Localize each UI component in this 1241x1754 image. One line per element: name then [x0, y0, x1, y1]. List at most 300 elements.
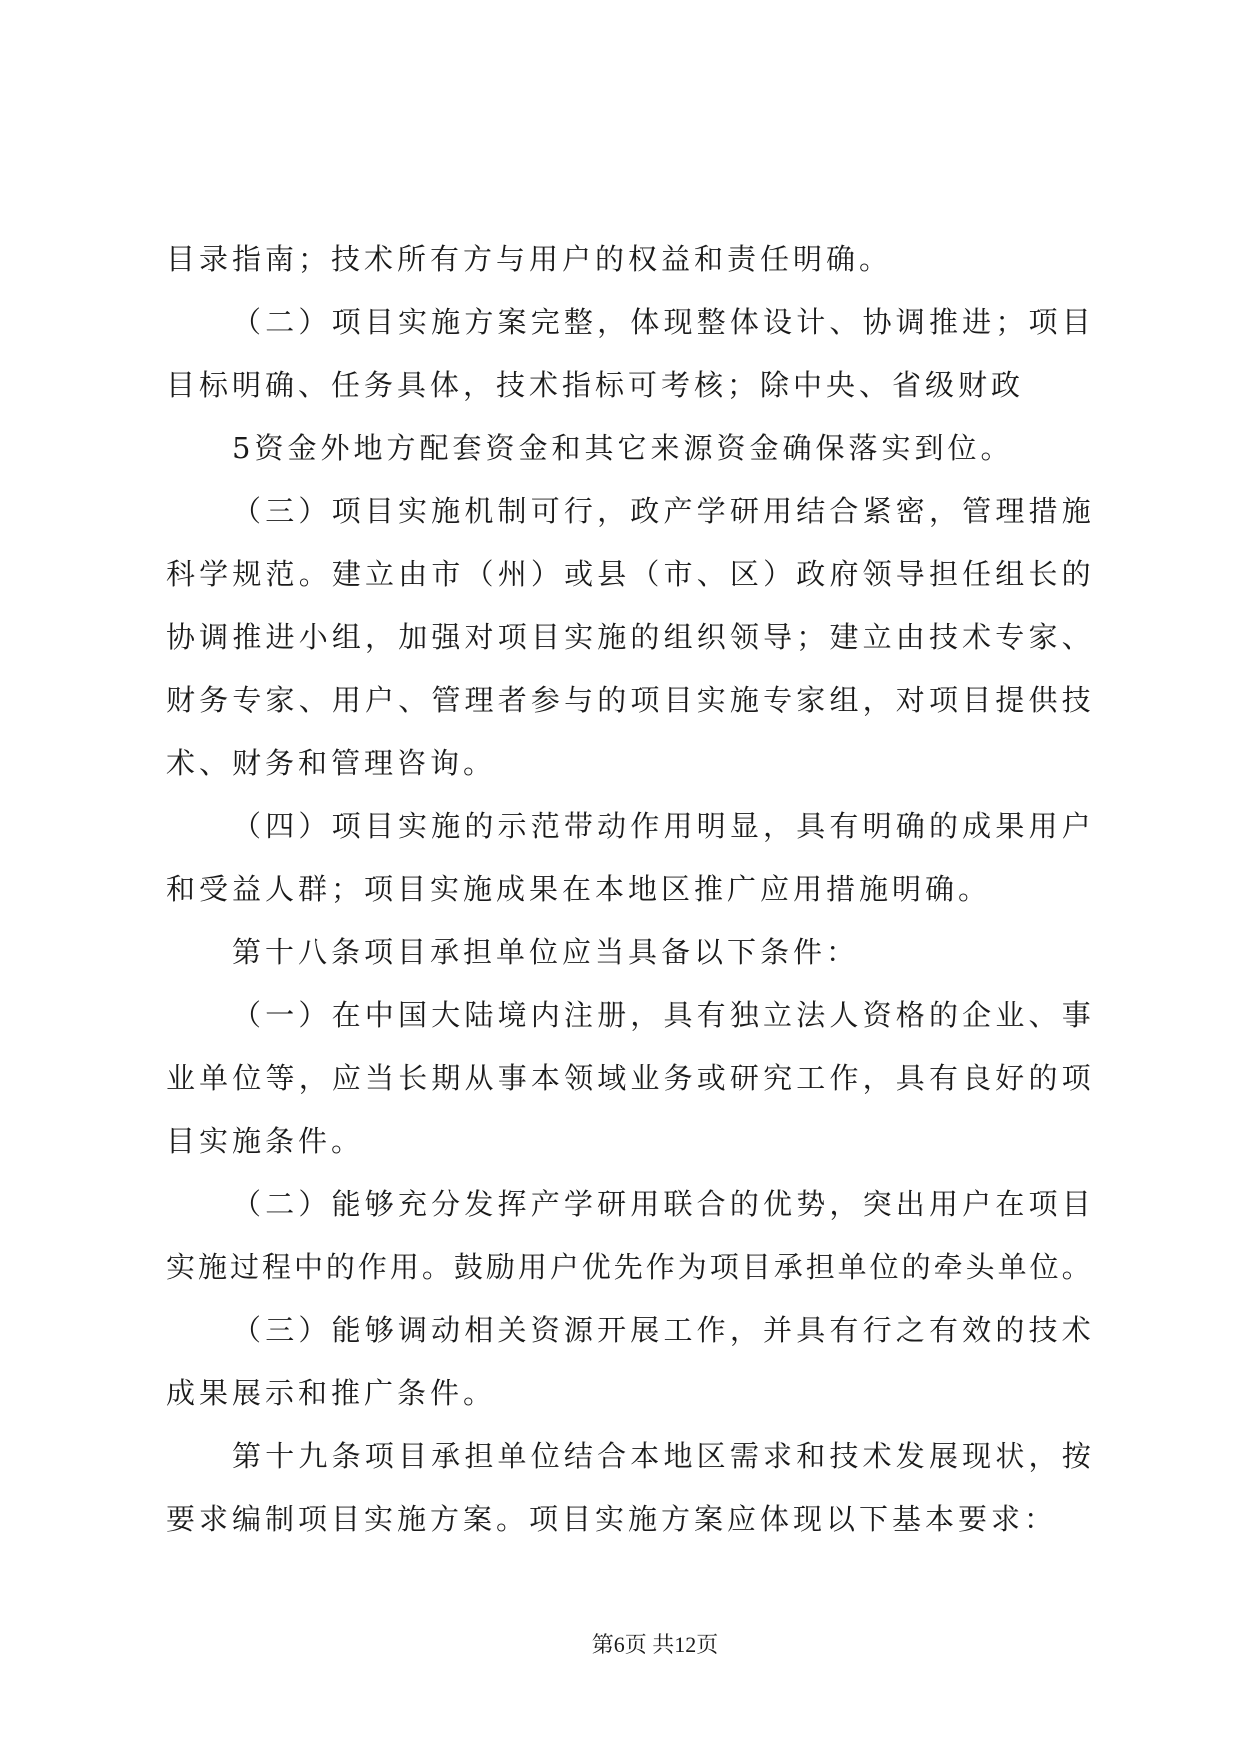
text-char: 体	[630, 305, 660, 339]
text-char: 小	[298, 620, 328, 654]
text-char: 参	[530, 683, 560, 717]
text-line: 术、财务和管理咨询。	[166, 746, 497, 780]
text-char: 用	[517, 1250, 547, 1284]
text-char: 协	[862, 305, 892, 339]
text-char: 组	[829, 683, 859, 717]
text-char: 目	[364, 809, 394, 843]
text-char: 项	[1028, 305, 1058, 339]
text-char: 作	[645, 1250, 675, 1284]
text-char: 由	[398, 557, 428, 591]
text-char: 长	[398, 1061, 428, 1095]
text-char: 施	[431, 305, 461, 339]
text-char: 施	[197, 1250, 227, 1284]
text-char: 进	[265, 620, 295, 654]
text-char: 、	[398, 683, 428, 717]
text-char: 中	[293, 1250, 323, 1284]
text-char: 项	[331, 305, 361, 339]
text-char: 当	[365, 1061, 395, 1095]
text-char: 合	[597, 1439, 627, 1473]
text-char: 业	[995, 998, 1025, 1032]
text-char: 合	[829, 494, 859, 528]
text-char: 明	[696, 809, 726, 843]
text-char: 企	[962, 998, 992, 1032]
text-char: 单	[837, 1250, 867, 1284]
text-char: 的	[928, 809, 958, 843]
text-char: 第	[232, 1439, 262, 1473]
text-char: 二	[265, 1187, 295, 1221]
text-char: 项	[497, 620, 527, 654]
text-char: 结	[796, 494, 826, 528]
text-char: 二	[265, 305, 295, 339]
text-char: 的	[630, 620, 660, 654]
text-char: ，	[763, 809, 793, 843]
text-char: 政	[630, 494, 660, 528]
text-char: 范	[265, 557, 295, 591]
paragraph	[166, 480, 1091, 795]
text-char: 资	[862, 998, 892, 1032]
text-char: 规	[232, 557, 262, 591]
text-line	[166, 795, 1091, 858]
text-char: 州	[497, 557, 527, 591]
text-line: 5资金外地方配套资金和其它来源资金确保落实到位。	[232, 431, 1014, 465]
text-char: 目	[962, 683, 992, 717]
text-char: 可	[530, 494, 560, 528]
text-char: 立	[365, 557, 395, 591]
text-char: 对	[464, 620, 494, 654]
text-char: 行	[563, 494, 593, 528]
text-char: 有	[928, 1313, 958, 1347]
text-char: 内	[530, 998, 560, 1032]
text-char: 调	[199, 620, 229, 654]
text-char: 国	[397, 998, 427, 1032]
text-char: 具	[796, 1313, 826, 1347]
text-char: 或	[696, 1061, 726, 1095]
text-char: 能	[331, 1187, 361, 1221]
paragraph	[166, 984, 1091, 1173]
text-char: 的	[928, 998, 958, 1032]
text-char: 用	[389, 1250, 419, 1284]
text-char: ，	[365, 620, 395, 654]
text-char: 长	[1028, 557, 1058, 591]
text-char: 、	[1028, 998, 1058, 1032]
text-char: 体	[729, 305, 759, 339]
text-char: 有	[829, 809, 859, 843]
text-char: 境	[497, 998, 527, 1032]
text-char: 之	[895, 1313, 925, 1347]
text-char: 域	[597, 1061, 627, 1095]
text-char: 的	[464, 809, 494, 843]
text-char: 究	[763, 1061, 793, 1095]
text-line	[166, 1425, 1091, 1488]
text-char: 挥	[497, 1187, 527, 1221]
text-char: 四	[265, 809, 295, 843]
text-char: 与	[564, 683, 594, 717]
text-char: 提	[995, 683, 1025, 717]
paragraph	[166, 1299, 1091, 1425]
text-char: 研	[729, 1061, 759, 1095]
text-char: 分	[431, 1187, 461, 1221]
text-char: 的	[325, 1250, 355, 1284]
text-char: 在	[331, 998, 361, 1032]
text-char: 目	[741, 1250, 771, 1284]
text-char: 单	[199, 1061, 229, 1095]
text-char: 位	[232, 1061, 262, 1095]
text-char: 立	[862, 620, 892, 654]
text-char: 组	[995, 557, 1025, 591]
text-char: 领	[862, 557, 892, 591]
text-char: 够	[364, 1187, 394, 1221]
text-char: 的	[1061, 557, 1091, 591]
text-line	[166, 543, 1091, 606]
text-char: ，	[1028, 1439, 1058, 1473]
text-char: 机	[464, 494, 494, 528]
text-char: 事	[497, 1061, 527, 1095]
text-char: 密	[895, 494, 925, 528]
text-char: 、	[696, 557, 726, 591]
text-char: 位	[1029, 1250, 1059, 1284]
text-line	[166, 291, 1091, 354]
text-char: 项	[1028, 1187, 1058, 1221]
text-char: 专	[232, 683, 262, 717]
text-char: 期	[431, 1061, 461, 1095]
text-char: 技	[1028, 1313, 1058, 1347]
text-char: 册	[597, 998, 627, 1032]
text-char: 大	[431, 998, 461, 1032]
paragraph	[166, 1173, 1091, 1299]
text-char: 资	[530, 1313, 560, 1347]
text-line: 要求编制项目实施方案。项目实施方案应体现以下基本要求：	[166, 1502, 1058, 1536]
text-char: 理	[995, 494, 1025, 528]
text-char: 、	[298, 683, 328, 717]
text-char: 区	[696, 1439, 726, 1473]
text-char: 项	[364, 1439, 394, 1473]
text-char: 发	[895, 1439, 925, 1473]
text-char: 调	[397, 1313, 427, 1347]
text-char: 示	[497, 809, 527, 843]
text-char: 等	[265, 1061, 295, 1095]
text-char: 作	[829, 1061, 859, 1095]
text-char: 管	[431, 683, 461, 717]
text-char: 施	[431, 494, 461, 528]
text-char: 者	[497, 683, 527, 717]
text-char: 现	[663, 305, 693, 339]
text-char: 作	[696, 1313, 726, 1347]
text-char: 带	[563, 809, 593, 843]
text-line	[166, 480, 1091, 543]
text-char: 的	[995, 1313, 1025, 1347]
text-char: 项	[331, 494, 361, 528]
text-char: 好	[995, 1061, 1025, 1095]
text-line: 目录指南；技术所有方与用户的权益和责任明确。	[166, 242, 893, 276]
text-char: 的	[901, 1250, 931, 1284]
text-char: 技	[829, 1439, 859, 1473]
text-char: 突	[862, 1187, 892, 1221]
text-char: 实	[166, 1250, 196, 1284]
text-char: 展	[928, 1439, 958, 1473]
text-char: 推	[232, 620, 262, 654]
text-char: 理	[464, 683, 494, 717]
text-char: 、	[1061, 620, 1091, 654]
text-char: ）	[298, 998, 328, 1032]
text-char: 效	[962, 1313, 992, 1347]
text-char: 过	[229, 1250, 259, 1284]
text-char: 家	[1028, 620, 1058, 654]
text-char: 施	[431, 809, 461, 843]
text-char: 位	[869, 1250, 899, 1284]
text-char: 本	[630, 1439, 660, 1473]
text-char: （	[232, 494, 262, 528]
text-char: 导	[763, 620, 793, 654]
text-char: 独	[729, 998, 759, 1032]
paragraph	[166, 1425, 1091, 1551]
text-char: 作	[630, 809, 660, 843]
text-char: 现	[962, 1439, 992, 1473]
text-char: 务	[663, 1061, 693, 1095]
text-char: 方	[464, 305, 494, 339]
text-char: 够	[364, 1313, 394, 1347]
text-char: 工	[796, 1061, 826, 1095]
text-line	[166, 1047, 1091, 1110]
text-char: 头	[965, 1250, 995, 1284]
paragraph	[166, 228, 1091, 291]
text-char: 事	[1061, 998, 1091, 1032]
text-char: 研	[729, 494, 759, 528]
text-char: 先	[613, 1250, 643, 1284]
text-char: 术	[962, 620, 992, 654]
text-char: ，	[298, 1061, 328, 1095]
text-char: 充	[397, 1187, 427, 1221]
text-char: 动	[597, 809, 627, 843]
text-char: 的	[729, 1187, 759, 1221]
text-char: 县	[597, 557, 627, 591]
text-char: 学	[696, 494, 726, 528]
text-char: 中	[364, 998, 394, 1032]
text-char: 人	[829, 998, 859, 1032]
text-char: ；	[995, 305, 1025, 339]
text-char: 调	[895, 305, 925, 339]
text-char: 技	[928, 620, 958, 654]
text-char: 在	[995, 1187, 1025, 1221]
text-char: 研	[597, 1187, 627, 1221]
text-char: 本	[530, 1061, 560, 1095]
text-char: 目	[530, 620, 560, 654]
text-char: 施	[597, 620, 627, 654]
text-char: 求	[763, 1439, 793, 1473]
text-char: 有	[928, 1061, 958, 1095]
text-char: 措	[1028, 494, 1058, 528]
text-char: 施	[729, 683, 759, 717]
text-char: 位	[530, 1439, 560, 1473]
text-char: 或	[564, 557, 594, 591]
text-line	[166, 1173, 1091, 1236]
text-char: 建	[331, 557, 361, 591]
text-char: 成	[962, 809, 992, 843]
text-char: ，	[829, 1187, 859, 1221]
text-char: 。	[1061, 1250, 1091, 1284]
text-char: 目	[663, 683, 693, 717]
text-char: ）	[298, 305, 328, 339]
text-char: 市	[431, 557, 461, 591]
text-char: 整	[696, 305, 726, 339]
text-char: 施	[1061, 494, 1091, 528]
text-char: 展	[630, 1313, 660, 1347]
text-char: 目	[1061, 1187, 1091, 1221]
text-char: 的	[597, 683, 627, 717]
text-char: 务	[199, 683, 229, 717]
text-char: 相	[464, 1313, 494, 1347]
text-char: 术	[862, 1439, 892, 1473]
text-char: 管	[962, 494, 992, 528]
text-char: ）	[530, 557, 560, 591]
text-char: 关	[497, 1313, 527, 1347]
text-char: 产	[530, 1187, 560, 1221]
text-char: 优	[581, 1250, 611, 1284]
text-char: 对	[895, 683, 925, 717]
text-char: 九	[298, 1439, 328, 1473]
text-char: 实	[564, 620, 594, 654]
text-char: 专	[763, 683, 793, 717]
text-char: 加	[398, 620, 428, 654]
text-char: 案	[497, 305, 527, 339]
text-char: ；	[796, 620, 826, 654]
text-char: 户	[365, 683, 395, 717]
text-char: 学	[199, 557, 229, 591]
text-char: 目	[364, 494, 394, 528]
text-char: 从	[464, 1061, 494, 1095]
text-line	[166, 606, 1091, 669]
text-char: 协	[166, 620, 196, 654]
text-char: 制	[497, 494, 527, 528]
text-char: 发	[464, 1187, 494, 1221]
text-char: 供	[1028, 683, 1058, 717]
text-char: 家	[796, 683, 826, 717]
text-char: 担	[928, 557, 958, 591]
text-char: 用	[331, 683, 361, 717]
text-line	[166, 1236, 1091, 1299]
text-char: 需	[729, 1439, 759, 1473]
text-char: 项	[1061, 1061, 1091, 1095]
text-char: 项	[709, 1250, 739, 1284]
text-char: 任	[962, 557, 992, 591]
text-char: 势	[796, 1187, 826, 1221]
text-char: 优	[763, 1187, 793, 1221]
text-char: 一	[265, 998, 295, 1032]
text-char: 进	[962, 305, 992, 339]
text-char: 行	[862, 1313, 892, 1347]
text-char: 确	[895, 809, 925, 843]
text-line	[166, 1299, 1091, 1362]
text-char: 单	[497, 1439, 527, 1473]
text-char: 状	[995, 1439, 1025, 1473]
text-char: 三	[265, 1313, 295, 1347]
text-char: 十	[265, 1439, 295, 1473]
text-char: 目	[364, 305, 394, 339]
body-text	[166, 228, 1091, 1551]
text-char: 导	[895, 557, 925, 591]
text-char: 有	[696, 998, 726, 1032]
text-char: 专	[995, 620, 1025, 654]
text-char: 整	[563, 305, 593, 339]
text-char: 户	[1061, 809, 1091, 843]
text-char: 开	[597, 1313, 627, 1347]
text-line	[166, 984, 1091, 1047]
text-char: 用	[928, 1187, 958, 1221]
text-char: 完	[530, 305, 560, 339]
text-char: 显	[729, 809, 759, 843]
text-char: 能	[331, 1313, 361, 1347]
text-char: 结	[563, 1439, 593, 1473]
text-char: 条	[331, 1439, 361, 1473]
text-char: 用	[1028, 809, 1058, 843]
text-char: 按	[1061, 1439, 1091, 1473]
text-line: 目标明确、任务具体，技术指标可考核；除中央、省级财政	[166, 368, 1025, 402]
text-char: 业	[166, 1061, 196, 1095]
text-char: 家	[265, 683, 295, 717]
text-char: 格	[895, 998, 925, 1032]
text-char: 项	[630, 683, 660, 717]
text-char: 具	[895, 1061, 925, 1095]
text-char: 范	[530, 809, 560, 843]
text-line	[166, 669, 1091, 732]
text-char: 设	[763, 305, 793, 339]
text-char: 市	[663, 557, 693, 591]
text-char: 。	[421, 1250, 451, 1284]
text-char: 动	[431, 1313, 461, 1347]
text-char: 工	[663, 1313, 693, 1347]
text-char: 联	[663, 1187, 693, 1221]
text-char: ，	[862, 683, 892, 717]
text-line: 和受益人群；项目实施成果在本地区推广应用措施明确。	[166, 872, 992, 906]
text-char: 承	[431, 1439, 461, 1473]
text-char: 出	[895, 1187, 925, 1221]
text-char: 政	[796, 557, 826, 591]
text-char: 的	[1028, 1061, 1058, 1095]
text-char: 励	[485, 1250, 515, 1284]
text-char: 作	[357, 1250, 387, 1284]
text-char: 陆	[464, 998, 494, 1032]
text-char: 紧	[862, 494, 892, 528]
text-char: 计	[796, 305, 826, 339]
text-char: 实	[397, 809, 427, 843]
text-char: （	[232, 1313, 262, 1347]
text-char: 领	[564, 1061, 594, 1095]
text-char: （	[232, 809, 262, 843]
text-char: 良	[962, 1061, 992, 1095]
text-char: 由	[895, 620, 925, 654]
text-char: 源	[563, 1313, 593, 1347]
text-char: 明	[862, 809, 892, 843]
text-char: 产	[663, 494, 693, 528]
text-char: ）	[763, 557, 793, 591]
text-char: 三	[265, 494, 295, 528]
text-char: 并	[763, 1313, 793, 1347]
text-char: 程	[261, 1250, 291, 1284]
text-char: 推	[928, 305, 958, 339]
text-char: 技	[1061, 683, 1091, 717]
paragraph	[166, 291, 1091, 480]
text-char: ）	[298, 1313, 328, 1347]
text-char: 织	[696, 620, 726, 654]
text-char: 学	[563, 1187, 593, 1221]
text-char: 承	[773, 1250, 803, 1284]
text-char: 业	[630, 1061, 660, 1095]
text-char: （	[630, 557, 660, 591]
text-char: （	[464, 557, 494, 591]
text-char: 科	[166, 557, 196, 591]
text-char: 目	[397, 1439, 427, 1473]
text-char: 组	[663, 620, 693, 654]
text-char: 用	[630, 1187, 660, 1221]
